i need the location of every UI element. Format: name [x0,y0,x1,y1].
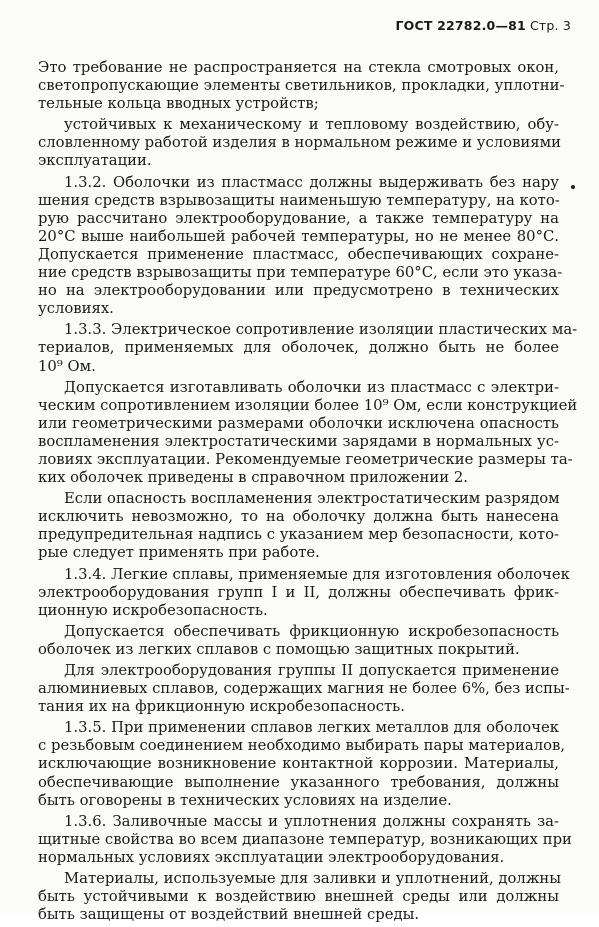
text-line: щитные свойства во всем диапазоне температур, возникающих при [38,830,572,848]
paragraph [38,173,563,319]
text-line: или геометрическими размерами оболочки исключена опасность [38,414,559,432]
text-line: алюминиевых сплавов, содержащих магния не более 6%, без испы- [38,680,570,698]
text-line: светопропускающие элементы светильников, прокладки, уплотни- [38,77,565,95]
text-line: ние средств взрывозащиты при температуре 60°С, если это указа- [38,264,563,282]
paragraph [38,623,559,659]
text-line: Для электрооборудования группы II допускается применение [64,662,559,679]
paragraph [38,719,566,809]
text-line: Если опасность воспламенения электростатическим разрядом [64,490,560,508]
text-line: териалов, применяемых для оболочек, должно быть не более [38,339,559,357]
text-line: 10⁹ Ом. [38,357,96,375]
text-line: воспламенения электростатическими зарядами в нормальных ус- [38,432,559,450]
text-line: ционную искробезопасность. [38,601,268,619]
text-line: шения средств взрывозащиты наименьшую температуру, на кото- [38,191,560,209]
text-line: предупредительная надпись с указанием мер безопасности, кото- [38,526,559,544]
text-line: 20°С выше наибольшей рабочей температуры, но не менее 80°С. [38,227,559,245]
text-line: исключить невозможно, то на оболочку должна быть нанесена [38,508,559,526]
text-line: рую рассчитано электрооборудование, а также температуру на [38,209,559,227]
text-line: быть устойчивыми к воздействию внешней среды или должны [38,888,559,906]
text-line: 1.3.6. Заливочные массы и уплотнения должны сохранять за- [64,812,559,830]
text-line: словленному работой изделия в нормальном режиме и условиями [38,134,561,152]
text-line: эксплуатации. [38,152,152,170]
text-line: нормальных условиях эксплуатации электрооборудования. [38,848,505,866]
paragraph [38,662,570,716]
paragraph [38,565,570,620]
text-line: 1.3.4. Легкие сплавы, применяемые для изготовления оболочек [64,565,570,583]
text-line: устойчивых к механическому и тепловому воздействию, обу- [64,116,559,134]
text-line: ческим сопротивлением изоляции более 10⁹ Ом, если конструкцией [38,396,578,414]
text-line: тания их на фрикционную искробезопасность. [38,698,405,716]
paragraph [38,378,578,488]
text-line: рые следует применять при работе. [38,544,320,562]
text-line: Допускается изготавливать оболочки из пластмасс с электри- [64,378,559,396]
text-line: обеспечивающие выполнение указанного требования, должны [38,773,559,791]
text-line: 1.3.2. Оболочки из пластмасс должны выдерживать без нару [64,173,559,191]
paragraph [38,870,562,924]
text-line: ловиях эксплуатации. Рекомендуемые геометрические размеры та- [38,450,573,468]
paragraph [38,490,559,562]
standard-number: ГОСТ 22782.0—81 [395,18,526,33]
text-line: электрооборудования групп I и II, должны обеспечивать фрик- [38,583,559,601]
text-line: Это требование не распространяется на стекла смотровых окон, [38,59,559,76]
text-line: быть защищены от воздействий внешней среды. [38,906,420,924]
text-line: оболочек из легких сплавов с помощью защитных покрытий. [38,640,520,658]
text-line: Допускается обеспечивать фрикционную искробезопасность [64,622,559,640]
print-speck [571,185,575,189]
text-line: быть оговорены в технических условиях на изделие. [38,791,452,809]
text-line: Материалы, используемые для заливки и уплотнений, должны [64,870,562,888]
paragraph [38,812,572,867]
text-line: 1.3.5. При применении сплавов легких металлов для оболочек [64,719,559,737]
paragraph [38,321,578,375]
text-line: но на электрооборудовании или предусмотрено в технических [38,282,559,300]
page-number: Стр. 3 [529,18,571,33]
document-body [38,59,578,927]
text-line: условиях. [38,300,114,318]
paragraph [38,59,565,113]
paragraph [38,116,559,170]
text-line: Допускается применение пластмасс, обеспечивающих сохране- [38,245,559,263]
text-line: тельные кольца вводных устройств; [38,95,319,113]
text-line: 1.3.3. Электрическое сопротивление изоляции пластических ма- [64,321,578,339]
page-header [395,18,571,33]
text-line: исключающие возникновение контактной коррозии. Материалы, [38,755,559,773]
text-line: ких оболочек приведены в справочном приложении 2. [38,469,468,487]
text-line: с резьбовым соединением необходимо выбирать пары материалов, [38,737,566,755]
